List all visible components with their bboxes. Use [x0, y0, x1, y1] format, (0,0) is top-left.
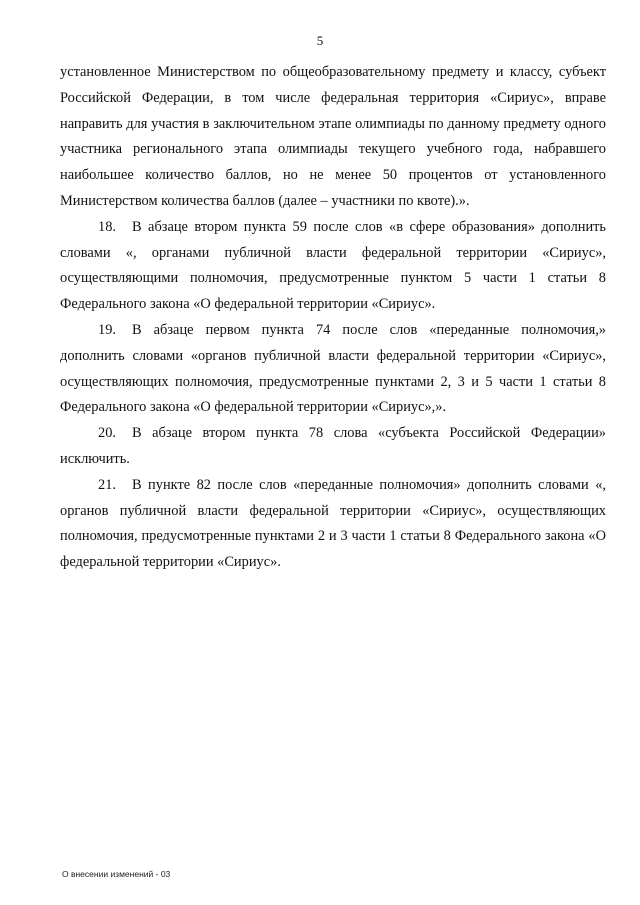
paragraph-item-20	[60, 421, 606, 473]
paragraph-number: 20.	[98, 425, 116, 442]
paragraph-number: 18.	[98, 218, 116, 235]
paragraph-text: В абзаце втором пункта 78 слова «субъекта Российской Федерации» исключить.	[60, 425, 606, 467]
paragraph-item-21	[60, 473, 606, 576]
paragraph-item-19	[60, 318, 606, 421]
paragraph-text: установленное Министерством по общеобразовательному предмету и классу, субъект Российской Федерации, в том числе федеральная территория «Сириус», вправе направить для участия в заключительном этапе олимпиады по данному предмету одного участника регионального этапа олимпиады текущего учебного года, набравшего наибольшее количество баллов, но не менее 50 процентов от установленного Министерством количества баллов (далее – участники по квоте).».	[60, 64, 606, 209]
paragraph-text: В абзаце первом пункта 74 после слов «переданные полномочия,» дополнить словами «органов публичной власти федеральной территории «Сириус», осуществляющих полномочия, предусмотренные пунктами 2, 3 и 5 части 1 статьи 8 Федерального закона «О федеральной территории «Сириус»,».	[60, 321, 606, 416]
paragraph-continuation	[60, 60, 606, 215]
paragraph-number: 19.	[98, 321, 116, 338]
document-body	[60, 60, 606, 576]
footer-document-code: О внесении изменений - 03	[62, 869, 171, 879]
paragraph-text: В пункте 82 после слов «переданные полномочия» дополнить словами «, органов публичной власти федеральной территории «Сириус», осуществляющих полномочия, предусмотренные пунктами 2 и 3 части 1 статьи 8 Федерального закона «О федеральной территории «Сириус».	[60, 476, 606, 571]
page-number: 5	[316, 33, 324, 48]
paragraph-text: В абзаце втором пункта 59 после слов «в сфере образования» дополнить словами «, органами публичной власти федеральной территории «Сириус», осуществляющими полномочия, предусмотренные пунктом 5 части 1 статьи 8 Федерального закона «О федеральной территории «Сириус».	[60, 218, 606, 313]
paragraph-number: 21.	[98, 476, 116, 493]
paragraph-item-18	[60, 215, 606, 318]
